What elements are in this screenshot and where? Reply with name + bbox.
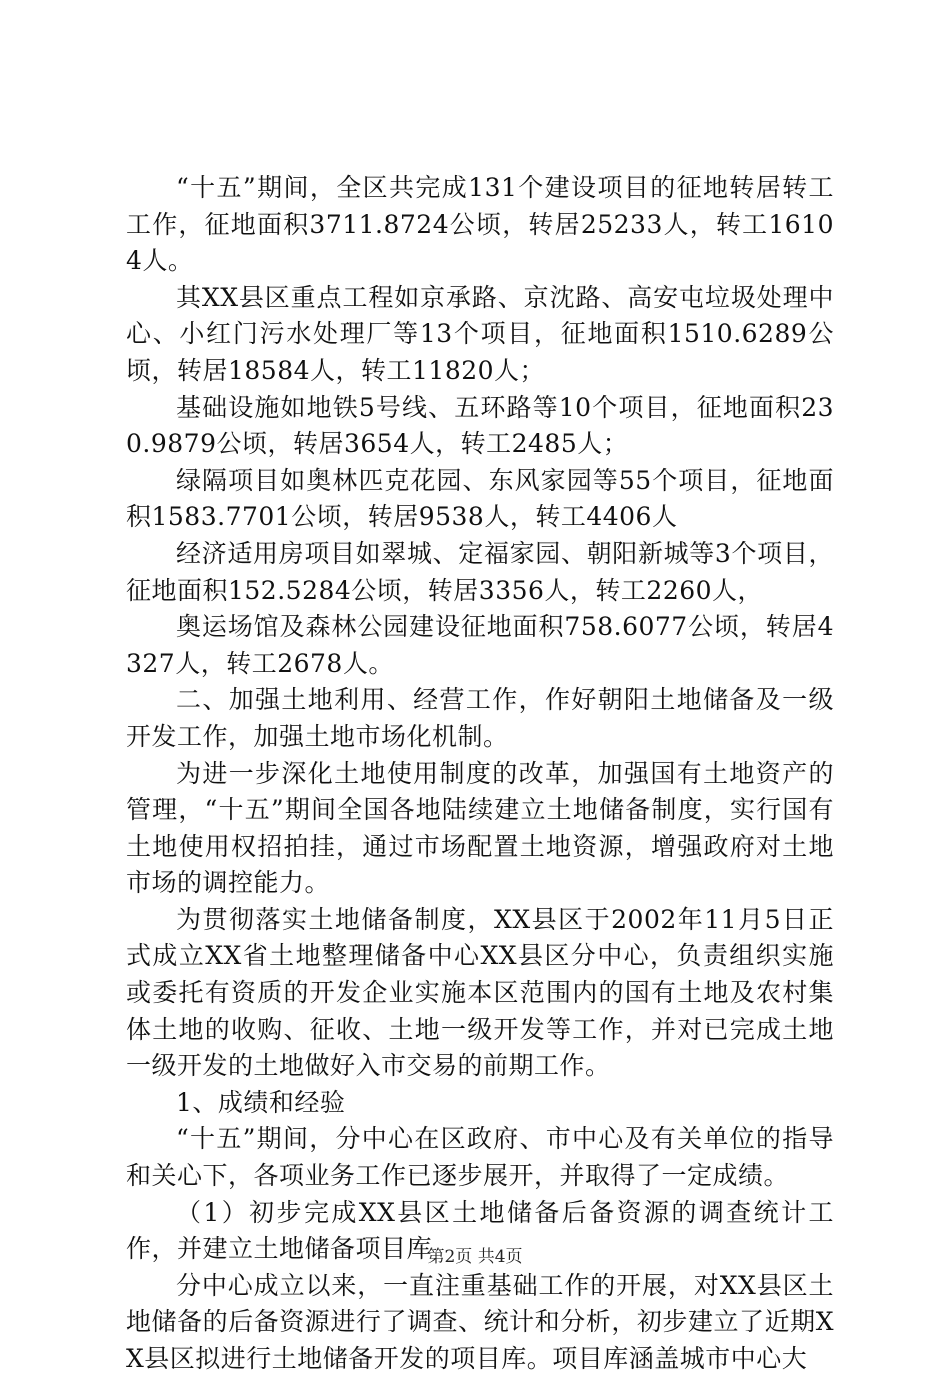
paragraph-green-belt: 绿隔项目如奥林匹克花园、东风家园等55个项目，征地面积1583.7701公顷，转居9538人，转工4406人 — [126, 465, 834, 532]
paragraph-olympic-venues: 奥运场馆及森林公园建设征地面积758.6077公顷，转居4327人，转工2678人。 — [126, 612, 834, 678]
subheading-survey: （1）初步完成XX县区土地储备后备资源的调查统计工作，并建立土地储备项目库 — [126, 1197, 834, 1264]
paragraph-affordable-housing: 经济适用房项目如翠城、定福家园、朝阳新城等3个项目，征地面积152.5284公顷，转居3356人，转工2260人， — [126, 538, 834, 605]
paragraph-reserve-center: 为贯彻落实土地储备制度，XX县区于2002年11月5日正式成立XX省土地整理储备中心XX县区分中心，负责组织实施或委托有资质的开发企业实施本区范围内的国有土地及农村集体土地的收购、征收、土地一级开发等工作，并对已完成土地一级开发的土地做好入市交易的前期工作。 — [126, 904, 834, 1081]
paragraph-key-projects: 其XX县区重点工程如京承路、京沈路、高安屯垃圾处理中心、小红门污水处理厂等13个项目，征地面积1510.6289公顷，转居18584人，转工11820人； — [126, 282, 834, 385]
subheading-achievements: 1、成绩和经验 — [176, 1087, 346, 1117]
paragraph-summary: “十五”期间，全区共完成131个建设项目的征地转居转工工作，征地面积3711.8724公顷，转居25233人，转工16104人。 — [126, 173, 834, 276]
paragraph-reform: 为进一步深化土地使用制度的改革，加强国有土地资产的管理，“十五”期间全国各地陆续建立土地储备制度，实行国有土地使用权招拍挂，通过市场配置土地资源，增强政府对土地市场的调控能力。 — [126, 758, 834, 898]
page-footer: 第2页 共4页 — [427, 1247, 523, 1267]
paragraph-survey: 分中心成立以来，一直注重基础工作的开展，对XX县区土地储备的后备资源进行了调查、统计和分析，初步建立了近期XX县区拟进行土地储备开发的项目库。项目库涵盖城市中心大 — [126, 1270, 834, 1373]
document-body — [126, 170, 834, 1378]
paragraph-achievements: “十五”期间，分中心在区政府、市中心及有关单位的指导和关心下，各项业务工作已逐步展开，并取得了一定成绩。 — [126, 1124, 834, 1191]
section-heading-land-reserve: 二、加强土地利用、经营工作，作好朝阳土地储备及一级开发工作，加强土地市场化机制。 — [126, 685, 834, 751]
paragraph-infrastructure: 基础设施如地铁5号线、五环路等10个项目，征地面积230.9879公顷，转居3654人，转工2485人； — [126, 392, 834, 459]
